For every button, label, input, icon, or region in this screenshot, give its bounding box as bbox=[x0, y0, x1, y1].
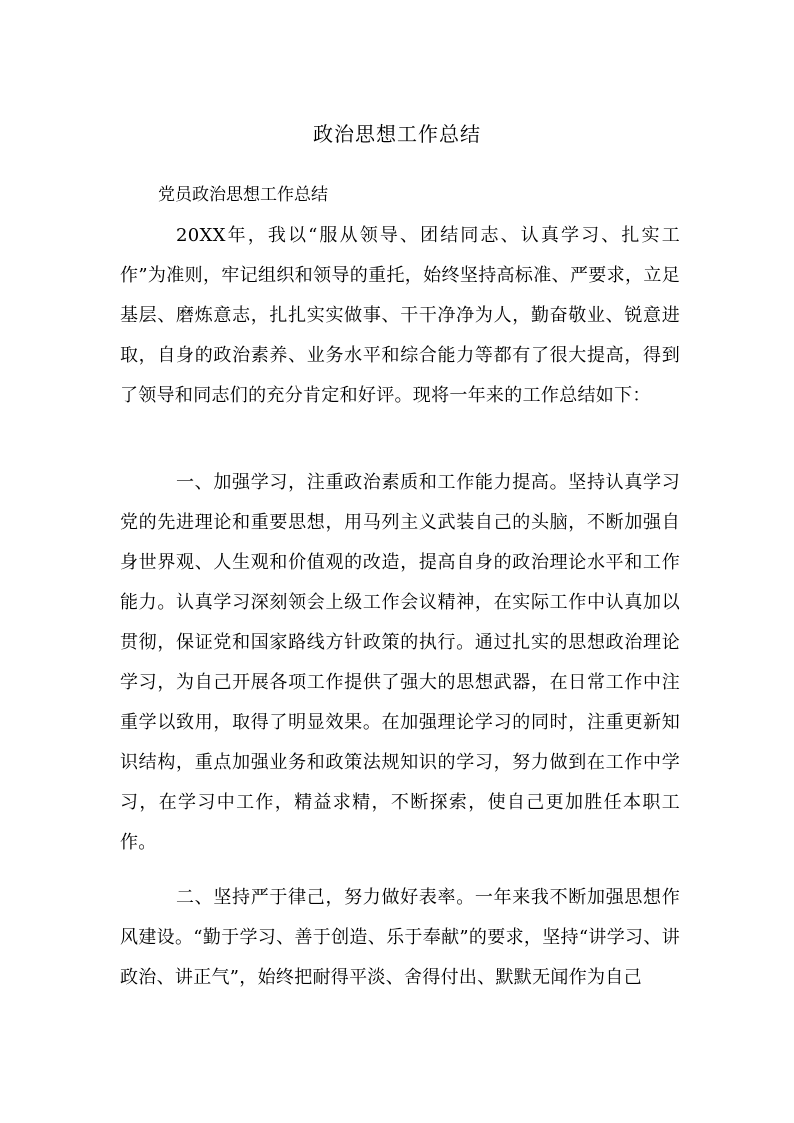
paragraph-intro: 20XX年，我以“服从领导、团结同志、认真学习、扎实工作”为准则，牢记组织和领导的重托，始终坚持高标准、严要求，立足基层、磨炼意志，扎扎实实做事、干干净净为人，勤奋敬业、锐意进取，自身的政治素养、业务水平和综合能力等都有了很大提高，得到了领导和同志们的充分肯定和好评。现将一年来的工作总结如下： bbox=[120, 225, 680, 406]
page-title: 政治思想工作总结 bbox=[313, 122, 481, 146]
paragraph-section-one: 一、加强学习，注重政治素质和工作能力提高。坚持认真学习党的先进理论和重要思想，用马列主义武装自己的头脑，不断加强自身世界观、人生观和价值观的改造，提高自身的政治理论水平和工作能力。认真学习深刻领会上级工作会议精神，在实际工作中认真加以贯彻，保证党和国家路线方针政策的执行。通过扎实的思想政治理论学习，为自己开展各项工作提供了强大的思想武器，在日常工作中注重学以致用，取得了明显效果。在加强理论学习的同时，注重更新知识结构，重点加强业务和政策法规知识的学习，努力做到在工作中学习，在学习中工作，精益求精，不断探索，使自己更加胜任本职工作。 bbox=[120, 472, 680, 853]
paragraph-section-two: 二、坚持严于律己，努力做好表率。一年来我不断加强思想作风建设。“勤于学习、善于创造、乐于奉献”的要求，坚持“讲学习、讲政治、讲正气”，始终把耐得平淡、舍得付出、默默无闻作为自己 bbox=[120, 887, 680, 988]
document-subtitle: 党员政治思想工作总结 bbox=[158, 185, 328, 205]
